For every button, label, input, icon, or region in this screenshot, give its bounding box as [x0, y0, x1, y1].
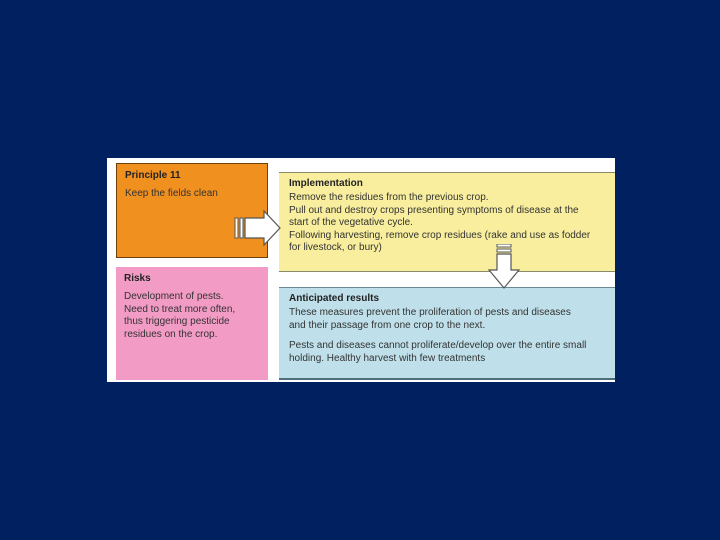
implementation-line: Pull out and destroy crops presenting symptoms of disease at the [289, 204, 579, 216]
implementation-box [279, 172, 615, 272]
risks-text [124, 291, 260, 341]
right-arrow-icon [234, 210, 282, 246]
results-line: and their passage from one crop to the next. [289, 319, 486, 331]
principle-title: Principle 11 [125, 170, 181, 181]
down-arrow-icon [487, 244, 521, 290]
results-text [289, 307, 605, 365]
results-line: These measures prevent the proliferation of pests and diseases [289, 307, 571, 318]
results-box [279, 287, 615, 380]
risks-line: Need to treat more often, [124, 303, 236, 315]
results-title: Anticipated results [289, 293, 380, 304]
risks-line: thus triggering pesticide [124, 316, 230, 327]
diagram-panel [107, 158, 615, 382]
implementation-title: Implementation [289, 178, 363, 189]
risks-line: residues on the crop. [124, 328, 218, 340]
risks-box [116, 267, 268, 380]
implementation-line: Following harvesting, remove crop residues (rake and use as fodder [289, 229, 591, 241]
implementation-line: start of the vegetative cycle. [289, 217, 413, 228]
risks-title: Risks [124, 273, 151, 284]
results-line: holding. Healthy harvest with few treatments [289, 352, 486, 364]
implementation-line: Remove the residues from the previous crop. [289, 192, 489, 203]
implementation-text [289, 192, 605, 255]
risks-line: Development of pests. [124, 291, 224, 302]
principle-text: Keep the fields clean [125, 188, 218, 199]
results-line: Pests and diseases cannot proliferate/develop over the entire small [289, 340, 587, 351]
implementation-line: for livestock, or bury) [289, 242, 382, 253]
